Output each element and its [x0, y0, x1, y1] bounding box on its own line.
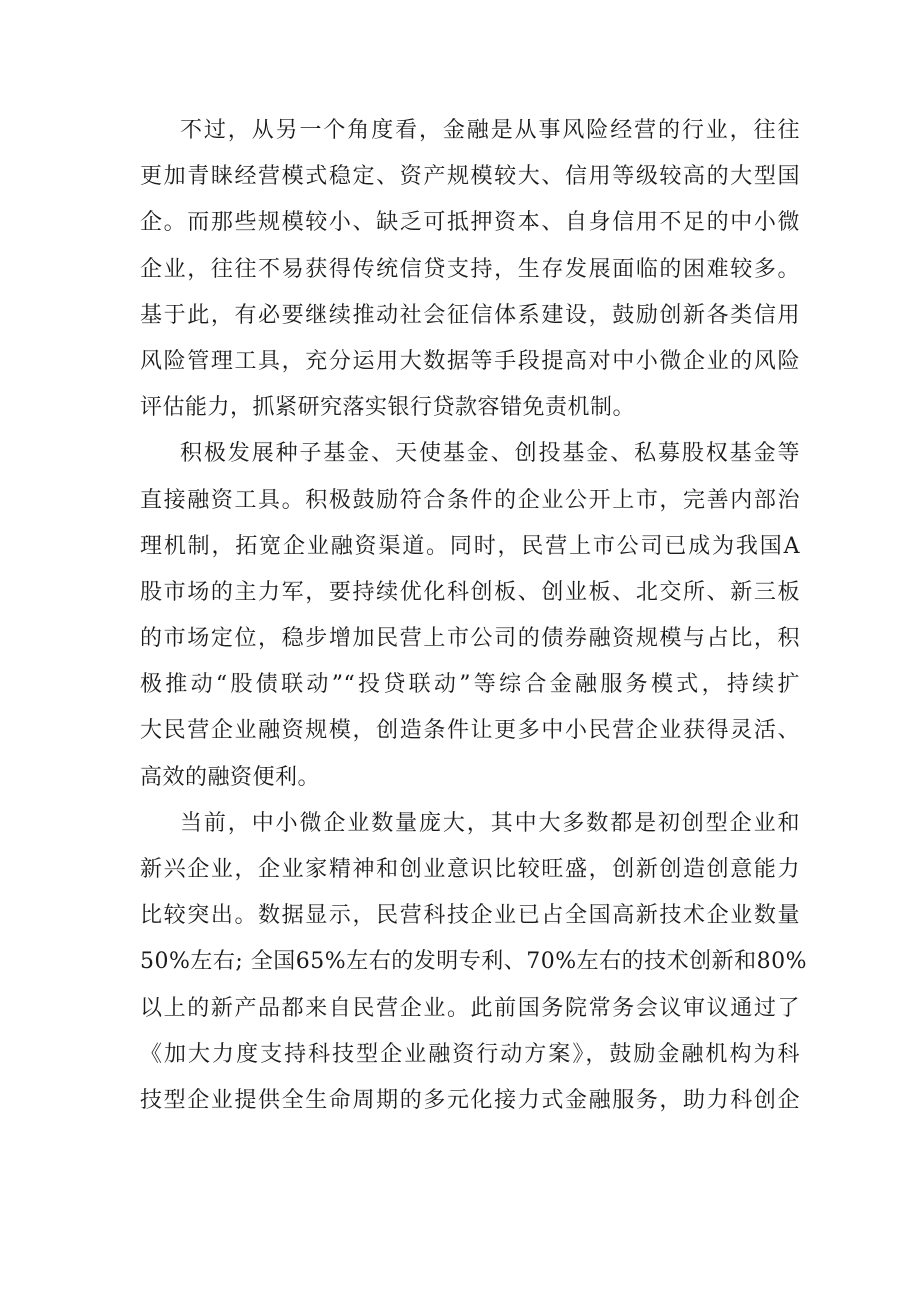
- text-line: 新兴企业，企业家精神和创业意识比较旺盛，创新创造创意能力: [140, 857, 800, 882]
- text-line: 企。而那些规模较小、缺乏可抵押资本、自身信用不足的中小微: [140, 210, 800, 236]
- text-line: 直接融资工具。积极鼓励符合条件的企业公开上市，完善内部治: [140, 487, 800, 513]
- text-line: 极推动“股债联动”“投贷联动”等综合金融服务模式，持续扩: [140, 672, 800, 698]
- text-line: 技型企业提供全生命周期的多元化接力式金融服务，助力科创企: [140, 1087, 800, 1113]
- text-line: 50%左右; 全国65%左右的发明专利、70%左右的技术创新和80%: [140, 949, 808, 975]
- text-line: 积极发展种子基金、天使基金、创投基金、私募股权基金等: [180, 441, 800, 467]
- text-line: 以上的新产品都来自民营企业。此前国务院常务会议审议通过了: [140, 995, 800, 1021]
- text-line: 高效的融资便利。: [140, 764, 321, 790]
- text-line: 理机制，拓宽企业融资渠道。同时，民营上市公司已成为我国A: [140, 533, 800, 559]
- paragraph-3: [140, 801, 808, 1124]
- text-line: 股市场的主力军，要持续优化科创板、创业板、北交所、新三板: [140, 579, 800, 605]
- paragraph-1: [140, 108, 800, 431]
- text-line: 的市场定位，稳步增加民营上市公司的债券融资规模与占比，积: [140, 626, 800, 652]
- document-body: [140, 108, 808, 1124]
- text-line: 《加大力度支持科技型企业融资行动方案》，鼓励金融机构为科: [140, 1041, 800, 1067]
- text-line: 大民营企业融资规模，创造条件让更多中小民营企业获得灵活、: [140, 718, 800, 744]
- text-line: 风险管理工具，充分运用大数据等手段提高对中小微企业的风险: [140, 348, 800, 374]
- text-line: 评估能力，抓紧研究落实银行贷款容错免责机制。: [140, 395, 636, 421]
- text-line: 当前，中小微企业数量庞大，其中大多数都是初创型企业和: [180, 810, 800, 836]
- text-line: 不过，从另一个角度看，金融是从事风险经营的行业，往往: [180, 118, 800, 143]
- paragraph-2: [140, 431, 800, 801]
- text-line: 更加青睐经营模式稳定、资产规模较大、信用等级较高的大型国: [140, 164, 800, 190]
- text-line: 企业，往往不易获得传统信贷支持，生存发展面临的困难较多。: [140, 256, 800, 282]
- text-line: 基于此，有必要继续推动社会征信体系建设，鼓励创新各类信用: [140, 302, 800, 328]
- text-line: 比较突出。数据显示，民营科技企业已占全国高新技术企业数量: [140, 903, 800, 929]
